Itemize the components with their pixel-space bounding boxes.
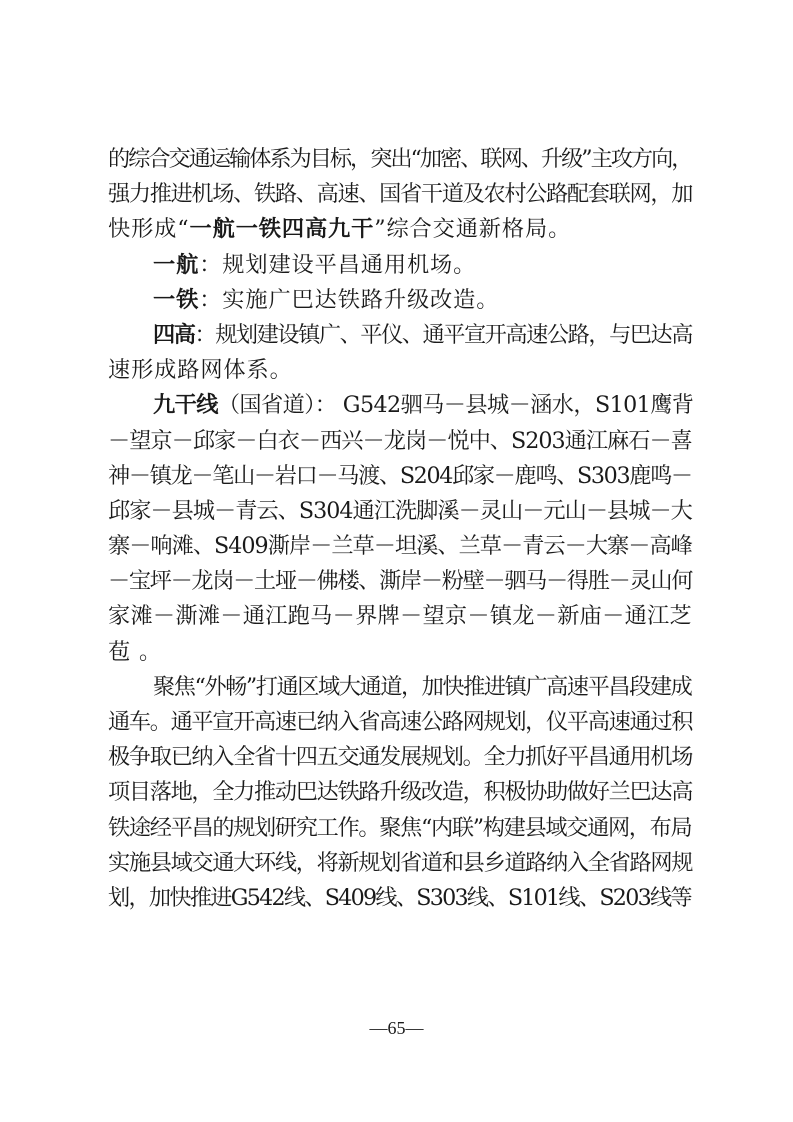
text-line: －望京－邱家－白衣－西兴－龙岗－悦中、S203通江麻石－喜 — [108, 427, 692, 454]
text-line: －宝坪－龙岗－土垭－佛楼、澌岸－粉壁－驷马－得胜－灵山何 — [108, 568, 693, 595]
bold-term: 一航 — [153, 251, 200, 278]
paragraph-highways — [108, 318, 693, 353]
text-line — [108, 212, 693, 247]
text-line: 项目落地，全力推动巴达铁路升级改造，积极协助做好兰巴达高 — [108, 779, 693, 806]
paragraph-rail — [108, 283, 693, 318]
paragraph-air — [108, 248, 693, 283]
text-line: 家滩－澌滩－通江跑马－界牌－望京－镇龙－新庙－通江芝 — [108, 603, 692, 630]
bold-term: 四高 — [153, 321, 195, 348]
page-number: —65— — [369, 1018, 424, 1038]
text-fragment: ：实施广巴达铁路升级改造。 — [199, 286, 500, 313]
text-line: 极争取已纳入全省十四五交通发展规划。全力抓好平昌通用机场 — [108, 744, 693, 771]
text-fragment: ：规划建设平昌通用机场。 — [199, 251, 477, 278]
text-line: 邱家－县城－青云、S304通江洗脚溪－灵山－元山－县城－大 — [108, 497, 692, 524]
paragraph-focus: 聚焦“外畅”打通区域大通道，加快推进镇广高速平昌段建成 — [153, 673, 692, 700]
text-line: 划，加快推进G542线、S409线、S303线、S101线、S203线等 — [108, 884, 691, 911]
text-fragment: ：规划建设镇广、平仪、通平宣开高速公路，与巴达高 — [194, 321, 692, 348]
text-line: 实施县域交通大环线，将新规划省道和县乡道路纳入全省路网规 — [108, 849, 693, 876]
text-line: 的综合交通运输体系为目标，突出“加密、联网、升级”主攻方向， — [108, 146, 692, 172]
text-line: 寨－响滩、S409澌岸－兰草－坦溪、兰草－青云－大寨－高峰 — [108, 533, 692, 560]
text-line: 神－镇龙－笔山－岩口－马渡、S204邱家－鹿鸣、S303鹿鸣－ — [108, 462, 692, 489]
bold-term: 九干线 — [153, 392, 218, 419]
text-line: 苞 。 — [108, 638, 163, 665]
text-fragment: 快形成“ — [108, 216, 190, 243]
text-line: 铁途经平昌的规划研究工作。聚焦“内联”构建县域交通网，布局 — [108, 814, 692, 841]
text-line: 强力推进机场、铁路、高速、国省干道及农村公路配套联网，加 — [108, 181, 693, 208]
paragraph-trunk-lines — [108, 388, 693, 423]
bold-term: 一铁 — [153, 286, 200, 313]
body-text — [108, 142, 693, 916]
text-fragment: （国省道）： G542驷马－县城－涵水，S101鹰背 — [217, 392, 694, 419]
text-line: 通车。通平宣开高速已纳入省高速公路网规划，仪平高速通过积 — [108, 709, 693, 735]
text-fragment: ”综合交通新格局。 — [374, 216, 572, 243]
text-line: 速形成路网体系。 — [108, 357, 293, 384]
bold-term: 一航一铁四高九干 — [189, 216, 375, 243]
